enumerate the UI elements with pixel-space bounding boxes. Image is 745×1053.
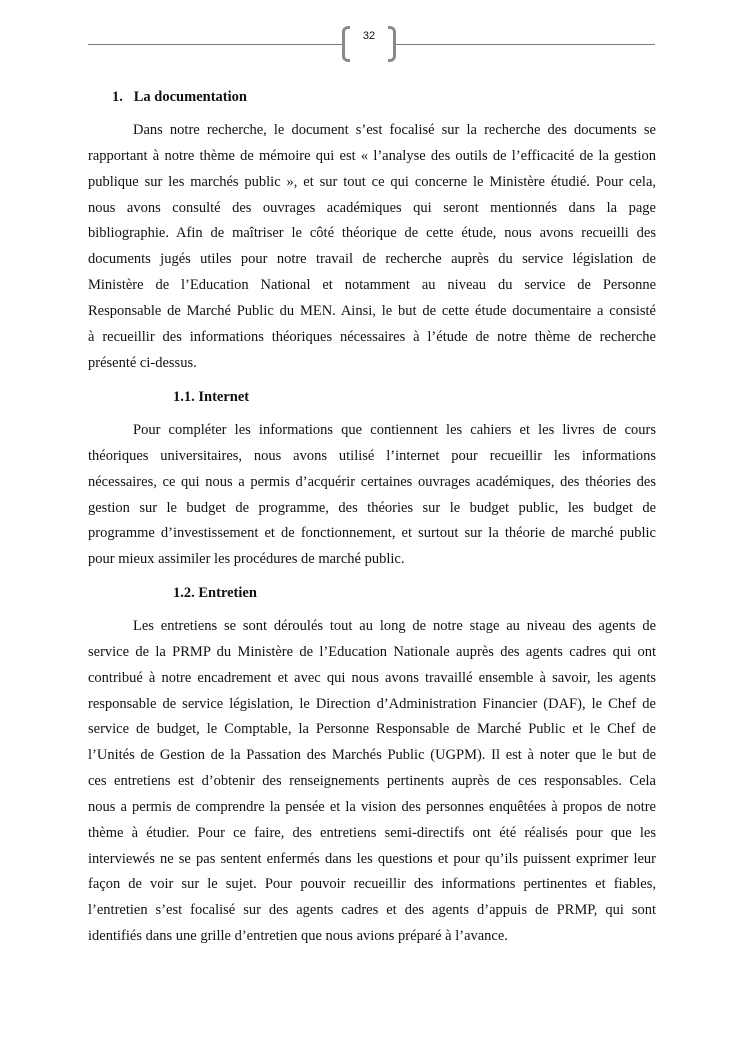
text-line: contribué à notre encadrement et avec qui nous avons travaillé ensemble à savoir, les agents [88, 669, 656, 686]
text-line: l’Unités de Gestion de la Passation des Marchés Public (UGPM). Il est à noter que le but de [88, 747, 656, 764]
text-line: responsable de service législation, le Direction d’Administration Financier (DAF), le Chef de [88, 695, 656, 712]
text-line: nous avons consulté des ouvrages académiques qui seront mentionnés dans la page [88, 199, 656, 216]
text-line: interviewés ne se pas sentent enfermés dans les questions et pour qu’ils puissent exprimer leur [88, 850, 656, 867]
page-number: 32 [362, 30, 376, 42]
text-line: Pour compléter les informations que contiennent les cahiers et les livres de cours [133, 422, 656, 438]
text-line: publique sur les marchés public », et sur tout ce qui concerne le Ministère étudié. Pour cela, [88, 173, 656, 190]
paragraph-entretien [88, 614, 656, 950]
text-line: nécessaires, ce qui nous a permis d’acquérir certaines ouvrages académiques, des théories des [88, 473, 656, 490]
text-line: identifiés dans une grille d’entretien que nous avions préparé à l’avance. [88, 928, 508, 945]
text-line: service de budget, le Comptable, la Personne Responsable de Marché Public et le Chef de [88, 721, 656, 738]
text-line: Dans notre recherche, le document s’est focalisé sur la recherche des documents se [133, 122, 656, 138]
paragraph-internet [88, 418, 656, 573]
text-line: l’entretien s’est focalisé sur des agents cadres et des agents d’appuis de PRMP, qui sont [88, 902, 656, 919]
text-line: pour mieux assimiler les procédures de marché public. [88, 551, 405, 568]
heading-entretien: 1.2. Entretien [173, 585, 257, 601]
text-line: rapportant à notre thème de mémoire qui est « l’analyse des outils de l’efficacité de la gestion [88, 147, 656, 164]
right-bracket-icon [388, 26, 396, 62]
text-line: façon de voir sur le sujet. Pour pouvoir recueillir des informations pertinentes et fiables, [88, 876, 656, 893]
text-line: Ministère de l’Education National et notamment au niveau du service de Personne [88, 277, 656, 294]
text-line: programme d’investissement et de fonctionnement, et surtout sur la théorie de marché public [88, 525, 656, 542]
text-line: nous a permis de comprendre la pensée et la vision des personnes enquêtées à propos de notre [88, 798, 656, 815]
text-line: présenté ci-dessus. [88, 354, 197, 371]
text-line: gestion sur le budget de programme, des théories sur le budget public, les budget de [88, 499, 656, 516]
text-line: documents jugés utiles pour notre travail de recherche auprès du service législation de [88, 251, 656, 268]
heading-documentation: 1. La documentation [112, 89, 247, 105]
heading-internet: 1.1. Internet [173, 389, 250, 405]
header-rule-right [396, 44, 655, 45]
text-line: à recueillir des informations théoriques nécessaires à l’étude de notre thème de recherche [88, 328, 656, 345]
text-line: service de la PRMP du Ministère de l’Education Nationale auprès des agents cadres qui ont [88, 643, 656, 660]
text-line: Responsable de Marché Public du MEN. Ainsi, le but de cette étude documentaire a consisté [88, 302, 656, 319]
text-line: bibliographie. Afin de maîtriser le côté théorique de cette étude, nous avons recueilli des [88, 225, 656, 242]
text-line: ces entretiens est d’obtenir des renseignements pertinents auprès de ces responsables. Cela [88, 773, 656, 790]
text-line: théoriques universitaires, nous avons utilisé l’internet pour recueillir les informations [88, 447, 656, 464]
header-rule-left [88, 44, 342, 45]
text-line: Les entretiens se sont déroulés tout au long de notre stage au niveau des agents de [133, 618, 656, 634]
left-bracket-icon [342, 26, 350, 62]
text-line: thème à étudier. Pour ce faire, des entretiens semi-directifs ont été réalisés pour que les [88, 824, 656, 841]
paragraph-documentation [88, 118, 656, 376]
